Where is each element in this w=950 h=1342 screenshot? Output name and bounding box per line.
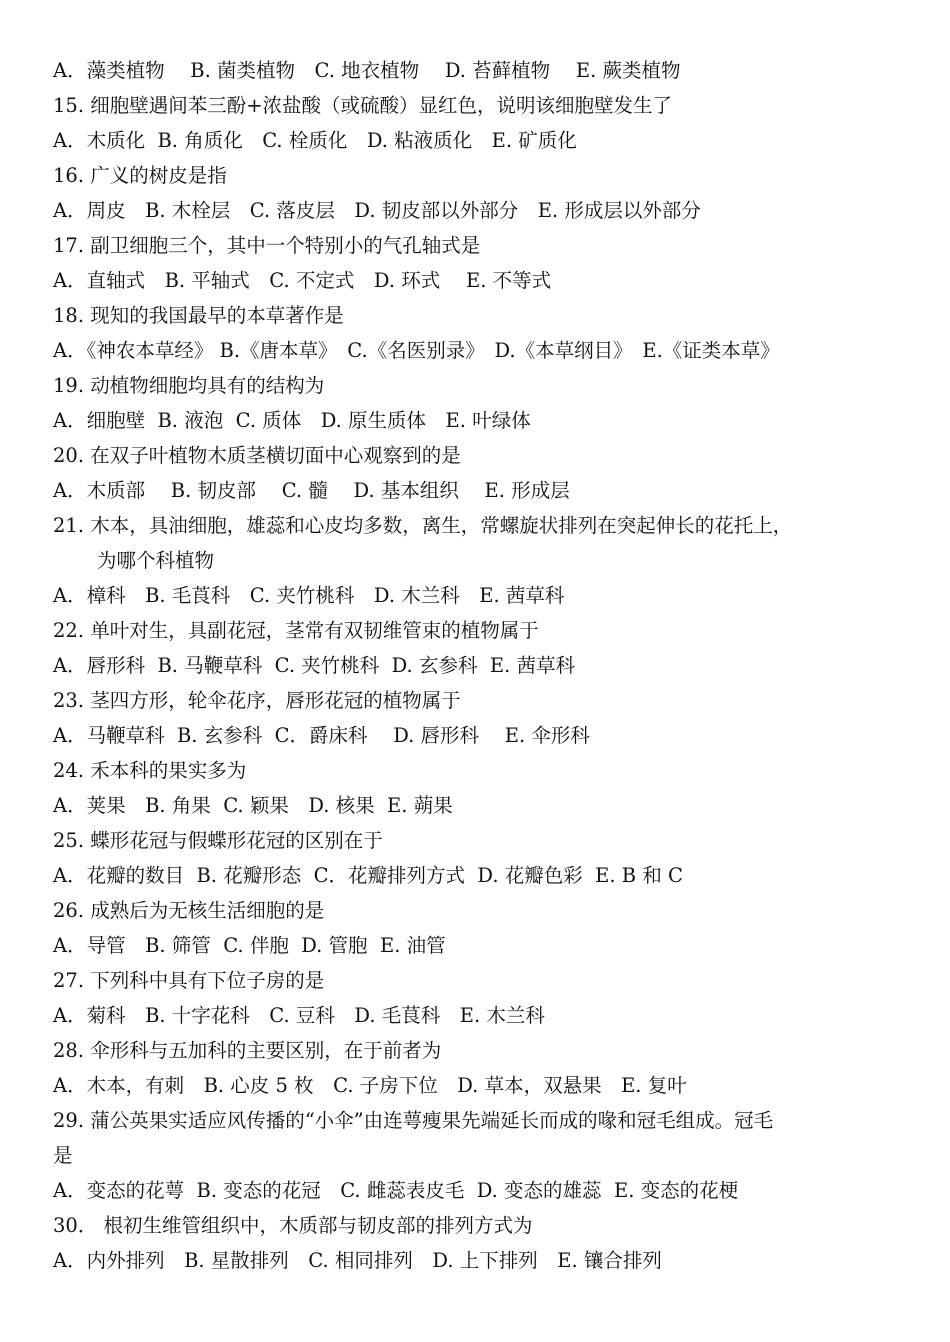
options-line-17: A．直轴式 B. 平轴式 C. 不定式 D. 环式 E. 不等式	[53, 269, 552, 292]
options-line-27: A．菊科 B. 十字花科 C. 豆科 D. 毛茛科 E. 木兰科	[53, 1004, 545, 1027]
options-line-14: A．藻类植物 B. 菌类植物 C. 地衣植物 D. 苔藓植物 E. 蕨类植物	[53, 59, 681, 82]
options-line-24: A．荚果 B. 角果 C. 颖果 D. 核果 E. 蒴果	[53, 794, 453, 817]
options-line-18: A．《神农本草经》 B.《唐本草》 C.《名医别录》 D.《本草纲目》 E.《证类本草》	[53, 339, 780, 362]
question-17: 17. 副卫细胞三个，其中一个特别小的气孔轴式是	[53, 234, 481, 257]
question-29-continuation: 是	[53, 1144, 73, 1167]
question-30: 30． 根初生维管组织中，木质部与韧皮部的排列方式为	[53, 1214, 533, 1237]
question-23: 23. 茎四方形，轮伞花序，唇形花冠的植物属于	[53, 689, 461, 712]
question-20: 20. 在双子叶植物木质茎横切面中心观察到的是	[53, 444, 461, 467]
options-line-22: A．唇形科 B. 马鞭草科 C. 夹竹桃科 D. 玄参科 E. 茜草科	[53, 654, 575, 677]
options-line-28: A．木本，有刺 B. 心皮 5 枚 C. 子房下位 D. 草本，双悬果 E. 复叶	[53, 1074, 687, 1097]
question-21-continuation: 为哪个科植物	[97, 549, 215, 572]
options-line-29: A．变态的花萼 B. 变态的花冠 C. 雌蕊表皮毛 D. 变态的雄蕊 E. 变态的花梗	[53, 1179, 739, 1202]
options-line-26: A．导管 B. 筛管 C. 伴胞 D. 管胞 E. 油管	[53, 934, 446, 957]
options-line-19: A．细胞壁 B. 液泡 C. 质体 D. 原生质体 E. 叶绿体	[53, 409, 531, 432]
question-28: 28. 伞形科与五加科的主要区别，在于前者为	[53, 1039, 442, 1062]
options-line-21: A．樟科 B. 毛莨科 C. 夹竹桃科 D. 木兰科 E. 茜草科	[53, 584, 565, 607]
options-line-16: A．周皮 B. 木栓层 C. 落皮层 D. 韧皮部以外部分 E. 形成层以外部分	[53, 199, 701, 222]
question-26: 26. 成熟后为无核生活细胞的是	[53, 899, 325, 922]
question-19: 19. 动植物细胞均具有的结构为	[53, 374, 325, 397]
question-22: 22. 单叶对生，具副花冠，茎常有双韧维管束的植物属于	[53, 619, 539, 642]
question-15: 15. 细胞壁遇间苯三酚+浓盐酸（或硫酸）显红色，说明该细胞壁发生了	[53, 94, 673, 117]
options-line-30: A．内外排列 B. 星散排列 C. 相同排列 D. 上下排列 E. 镶合排列	[53, 1249, 662, 1272]
question-25: 25. 蝶形花冠与假蝶形花冠的区别在于	[53, 829, 383, 852]
options-line-23: A．马鞭草科 B. 玄参科 C．爵床科 D. 唇形科 E. 伞形科	[53, 724, 590, 747]
question-29: 29. 蒲公英果实适应风传播的“小伞”由连萼瘦果先端延长而成的喙和冠毛组成。冠毛	[53, 1109, 774, 1132]
question-18: 18. 现知的我国最早的本草著作是	[53, 304, 344, 327]
question-16: 16. 广义的树皮是指	[53, 164, 227, 187]
question-24: 24. 禾本科的果实多为	[53, 759, 247, 782]
exam-page	[53, 53, 913, 1278]
options-line-20: A．木质部 B. 韧皮部 C. 髓 D. 基本组织 E. 形成层	[53, 479, 570, 502]
options-line-15: A．木质化 B. 角质化 C. 栓质化 D. 粘液质化 E. 矿质化	[53, 129, 577, 152]
question-27: 27. 下列科中具有下位子房的是	[53, 969, 325, 992]
options-line-25: A．花瓣的数目 B. 花瓣形态 C．花瓣排列方式 D. 花瓣色彩 E. B 和 C	[53, 864, 683, 887]
question-21: 21. 木本，具油细胞，雄蕊和心皮均多数，离生，常螺旋状排列在突起伸长的花托上，	[53, 514, 793, 537]
